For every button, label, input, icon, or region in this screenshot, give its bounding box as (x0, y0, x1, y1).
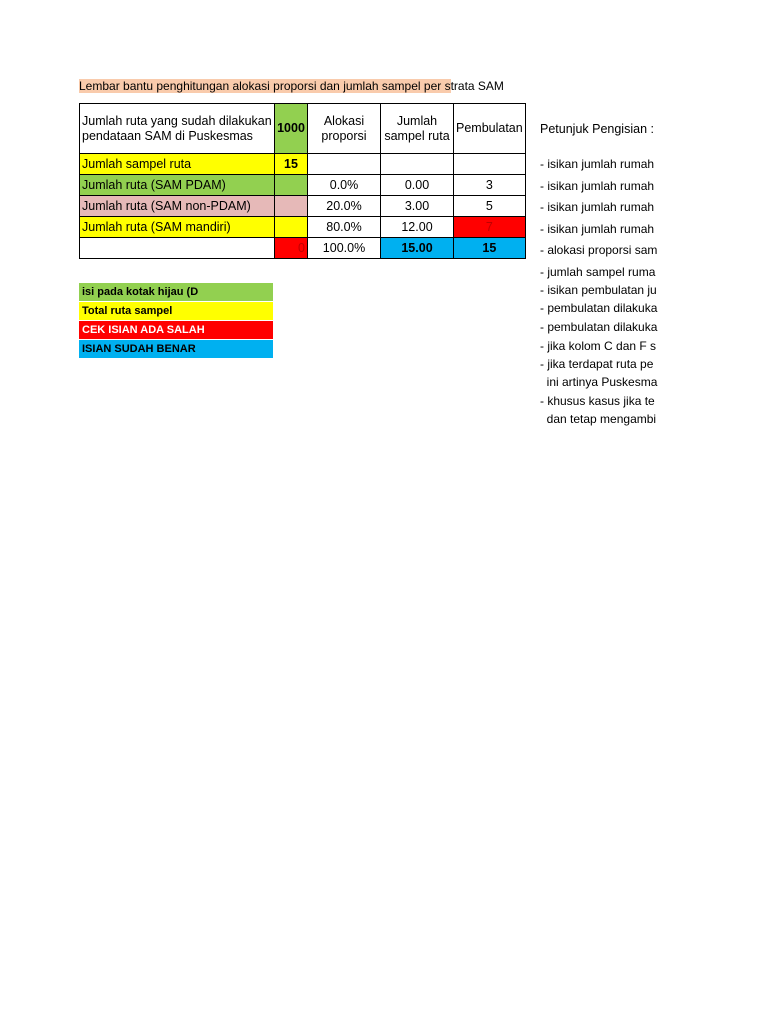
row-label-cell[interactable]: Jumlah ruta (SAM PDAM) (80, 175, 275, 196)
row-alokasi-cell[interactable] (308, 154, 381, 175)
row-pembulatan-error-cell[interactable]: 7 (454, 217, 526, 238)
instruction-line: - khusus kasus jika te (540, 394, 655, 408)
row-value-cell[interactable] (275, 196, 308, 217)
row-pembulatan-cell[interactable]: 3 (454, 175, 526, 196)
row-label-cell[interactable]: Jumlah ruta (SAM mandiri) (80, 217, 275, 238)
color-legend (79, 283, 273, 359)
legend-item-blue: ISIAN SUDAH BENAR (79, 340, 273, 359)
instruction-line: ini artinya Puskesma (540, 375, 658, 389)
total-alokasi-cell[interactable]: 100.0% (308, 238, 381, 259)
total-pembulatan-cell[interactable]: 15 (454, 238, 526, 259)
row-pembulatan-cell[interactable]: 5 (454, 196, 526, 217)
instruction-line: - jumlah sampel ruma (540, 265, 656, 279)
total-jumlah-cell[interactable]: 15.00 (381, 238, 454, 259)
header-alokasi-cell[interactable]: Alokasi proporsi (308, 104, 381, 154)
instruction-line: - isikan pembulatan ju (540, 283, 657, 297)
row-label-cell[interactable]: Jumlah sampel ruta (80, 154, 275, 175)
legend-item-green: isi pada kotak hijau (D (79, 283, 273, 302)
table-row (80, 217, 526, 238)
table-row (80, 154, 526, 175)
row-jumlah-cell[interactable]: 0.00 (381, 175, 454, 196)
sheet-title-highlighted: Lembar bantu penghitungan alokasi proporsi dan jumlah sampel per s (79, 79, 451, 93)
instruction-line: - isikan jumlah rumah (540, 222, 655, 236)
table-row (80, 196, 526, 217)
row-value-cell[interactable] (275, 175, 308, 196)
instructions-heading: Petunjuk Pengisian : (540, 122, 654, 136)
table-total-row (80, 238, 526, 259)
row-jumlah-cell[interactable]: 12.00 (381, 217, 454, 238)
sheet-title (79, 77, 504, 96)
row-alokasi-cell[interactable]: 20.0% (308, 196, 381, 217)
row-jumlah-cell[interactable] (381, 154, 454, 175)
row-jumlah-cell[interactable]: 3.00 (381, 196, 454, 217)
legend-item-yellow: Total ruta sampel (79, 302, 273, 321)
row-pembulatan-cell[interactable] (454, 154, 526, 175)
instruction-line: - pembulatan dilakuka (540, 301, 658, 315)
sheet-title-rest: trata SAM (450, 79, 504, 93)
instruction-line: - alokasi proporsi sam (540, 243, 658, 257)
row-label-cell[interactable]: Jumlah ruta (SAM non-PDAM) (80, 196, 275, 217)
legend-item-red: CEK ISIAN ADA SALAH (79, 321, 273, 340)
instruction-line: - isikan jumlah rumah (540, 179, 655, 193)
instruction-line: - jika terdapat ruta pe (540, 357, 654, 371)
instruction-line: - isikan jumlah rumah (540, 157, 655, 171)
header-pembulatan-cell[interactable]: Pembulatan (454, 104, 526, 154)
instruction-line: - isikan jumlah rumah (540, 200, 655, 214)
header-jumlah-cell[interactable]: Jumlah sampel ruta (381, 104, 454, 154)
row-value-cell[interactable] (275, 217, 308, 238)
instruction-line: dan tetap mengambi (540, 412, 657, 426)
row-alokasi-cell[interactable]: 0.0% (308, 175, 381, 196)
row-alokasi-cell[interactable]: 80.0% (308, 217, 381, 238)
row-value-cell[interactable]: 15 (275, 154, 308, 175)
header-total-cell[interactable]: 1000 (275, 104, 308, 154)
table-header-row (80, 104, 526, 154)
total-value-error-cell[interactable]: 0 (275, 238, 308, 259)
header-label-cell[interactable]: Jumlah ruta yang sudah dilakukan pendataan SAM di Puskesmas (80, 104, 275, 154)
allocation-table (79, 103, 526, 259)
instruction-line: - jika kolom C dan F s (540, 339, 657, 353)
table-row (80, 175, 526, 196)
instruction-line: - pembulatan dilakuka (540, 320, 658, 334)
row-label-cell[interactable] (80, 238, 275, 259)
